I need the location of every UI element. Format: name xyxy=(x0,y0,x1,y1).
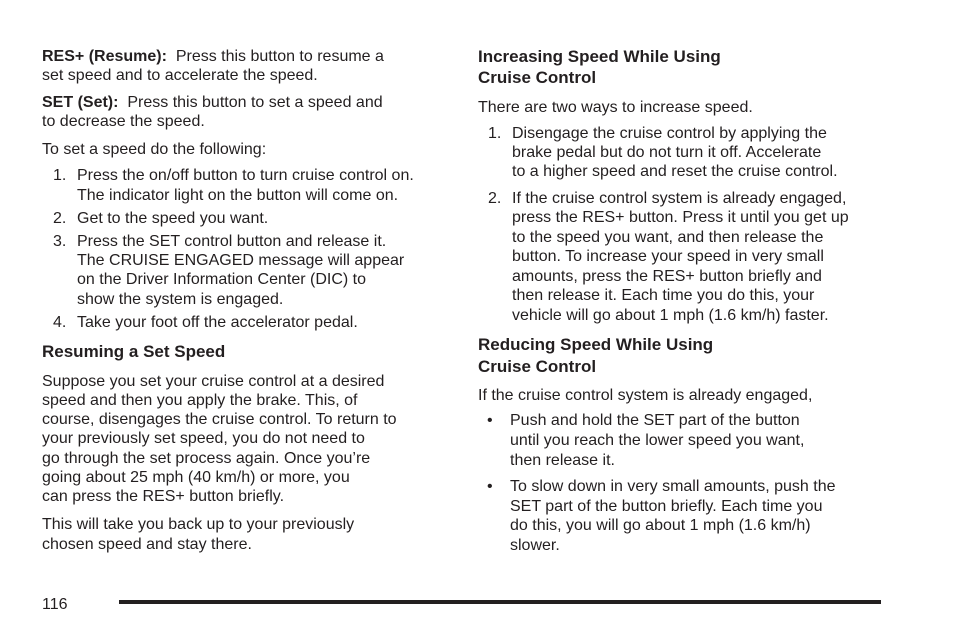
increase-intro: There are two ways to increase speed. xyxy=(478,99,753,116)
resume-para2-line: This will take you back up to your previously xyxy=(42,516,355,533)
bullet-icon: • xyxy=(487,478,493,495)
step-line: Get to the speed you want. xyxy=(77,210,269,227)
step-number: 4. xyxy=(53,314,67,331)
step-number: 1. xyxy=(488,125,502,142)
steps-intro: To set a speed do the following: xyxy=(42,141,267,158)
step-line: button. To increase your speed in very small xyxy=(512,248,824,265)
set-definition-line-1 xyxy=(42,93,383,113)
resume-para-line: your previously set speed, you do not need to xyxy=(42,430,365,447)
step-line: then release it. Each time you do this, your xyxy=(512,287,815,304)
step-number: 3. xyxy=(53,233,67,250)
bullet-icon: • xyxy=(487,412,493,429)
bullet-line: then release it. xyxy=(510,452,615,469)
step-line: The CRUISE ENGAGED message will appear xyxy=(77,252,405,269)
step-line: to the speed you want, and then release the xyxy=(512,229,824,246)
step-line: to a higher speed and reset the cruise control. xyxy=(512,163,838,180)
set-text-2: to decrease the speed. xyxy=(42,113,205,130)
increase-heading-line-1: Increasing Speed While Using xyxy=(478,47,721,66)
bullet-line: until you reach the lower speed you want, xyxy=(510,432,805,449)
reduce-intro: If the cruise control system is already engaged, xyxy=(478,387,813,404)
step-line: vehicle will go about 1 mph (1.6 km/h) faster. xyxy=(512,307,829,324)
resume-heading: Resuming a Set Speed xyxy=(42,342,226,361)
step-line: show the system is engaged. xyxy=(77,291,284,308)
reduce-heading-line-2: Cruise Control xyxy=(478,357,597,376)
resume-para-line: Suppose you set your cruise control at a desired xyxy=(42,373,385,390)
resume-para-line: course, disengages the cruise control. To return to xyxy=(42,411,397,428)
bullet-line: slower. xyxy=(510,537,560,554)
step-line: The indicator light on the button will come on. xyxy=(77,187,399,204)
bullet-line: Push and hold the SET part of the button xyxy=(510,412,800,429)
resume-para-line: go through the set process again. Once you’re xyxy=(42,450,371,467)
page-number: 116 xyxy=(42,596,68,613)
res-text-2: set speed and to accelerate the speed. xyxy=(42,67,318,84)
step-line: amounts, press the RES+ button briefly and xyxy=(512,268,822,285)
footer-rule xyxy=(119,600,881,604)
step-number: 1. xyxy=(53,167,67,184)
bullet-line: SET part of the button briefly. Each time you xyxy=(510,498,823,515)
resume-para2-line: chosen speed and stay there. xyxy=(42,536,252,553)
resume-para-line: speed and then you apply the brake. This, of xyxy=(42,392,358,409)
resume-para-line: can press the RES+ button briefly. xyxy=(42,488,285,505)
res-label: RES+ (Resume): xyxy=(42,48,167,65)
step-line: Take your foot off the accelerator pedal. xyxy=(77,314,358,331)
reduce-heading-line-1: Reducing Speed While Using xyxy=(478,335,714,354)
bullet-line: To slow down in very small amounts, push the xyxy=(510,478,836,495)
step-line: press the RES+ button. Press it until you get up xyxy=(512,209,849,226)
step-number: 2. xyxy=(488,190,502,207)
resume-para-line: going about 25 mph (40 km/h) or more, you xyxy=(42,469,350,486)
step-line: brake pedal but do not turn it off. Accelerate xyxy=(512,144,822,161)
step-number: 2. xyxy=(53,210,67,227)
res-definition-line-1 xyxy=(42,47,384,67)
step-line: Press the on/off button to turn cruise control on. xyxy=(77,167,414,184)
set-label: SET (Set): xyxy=(42,94,119,111)
step-line: Disengage the cruise control by applying the xyxy=(512,125,827,142)
increase-heading-line-2: Cruise Control xyxy=(478,68,597,87)
bullet-line: do this, you will go about 1 mph (1.6 km/h) xyxy=(510,517,811,534)
step-line: Press the SET control button and release it. xyxy=(77,233,387,250)
step-line: If the cruise control system is already engaged, xyxy=(512,190,847,207)
res-text-1: Press this button to resume a xyxy=(175,48,384,65)
step-line: on the Driver Information Center (DIC) to xyxy=(77,271,366,288)
set-text-1: Press this button to set a speed and xyxy=(127,94,383,111)
